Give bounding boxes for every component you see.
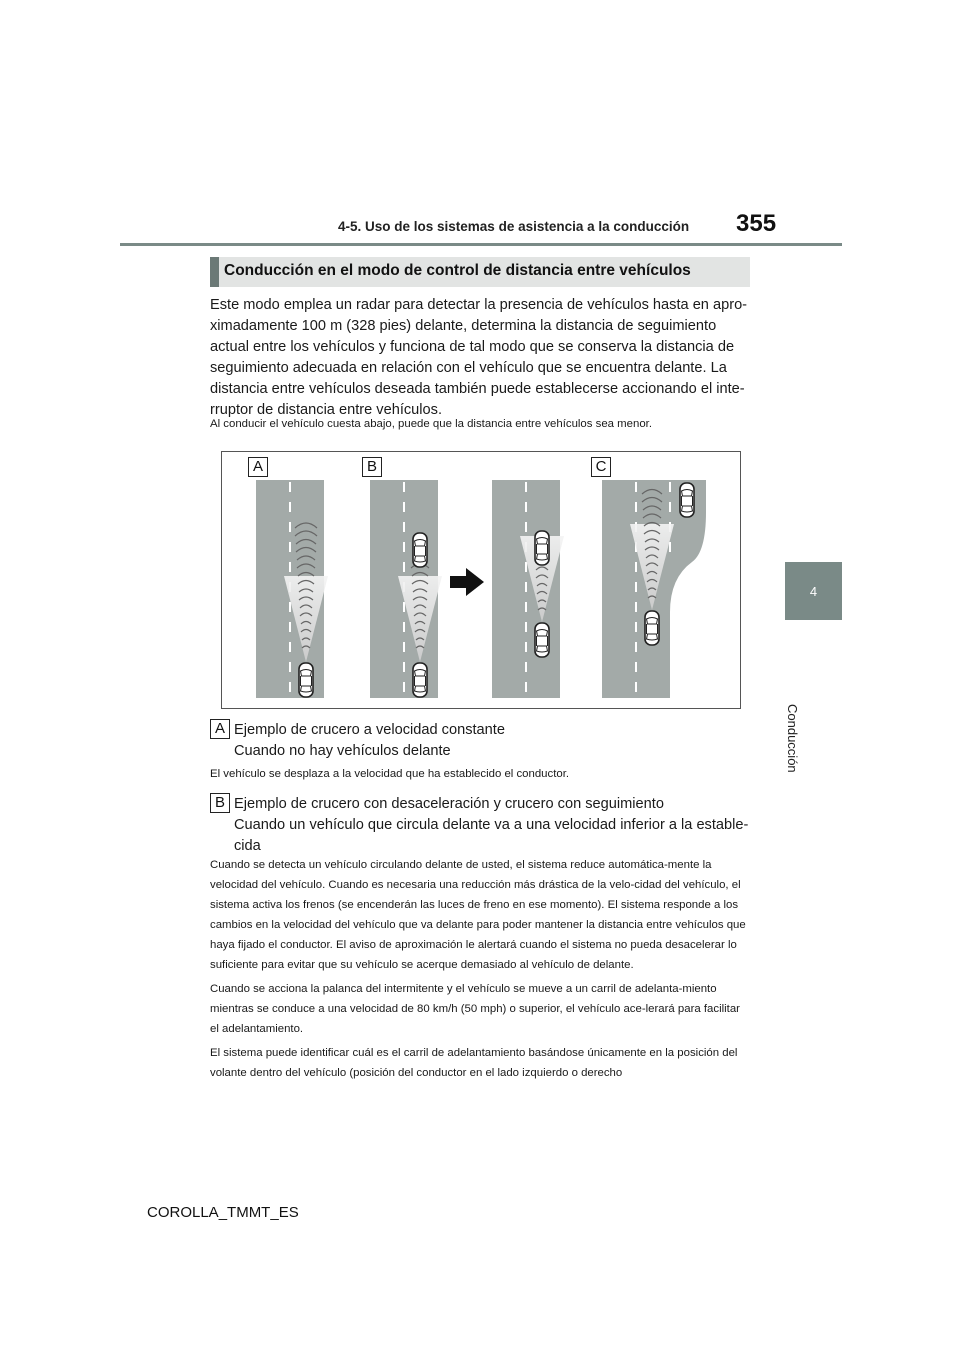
chapter-tab (785, 562, 842, 620)
other-car-c (680, 483, 694, 517)
section-title: 4-5. Uso de los sistemas de asistencia a la conducción (338, 219, 690, 234)
lead-car-b2 (535, 531, 549, 565)
section-b-notes (210, 855, 750, 1087)
section-a-note: El vehículo se desplaza a la velocidad que ha establecido el conductor. (210, 768, 570, 780)
section-a-label: A (210, 719, 230, 739)
page-number: 355 (736, 210, 777, 237)
radar-diagram-svg (222, 452, 740, 708)
section-b-note-3: El sistema puede identificar cuál es el carril de adelantamiento basándose únicamente en la posición del volante dentro del vehículo (posición del conductor en el lado izquierdo o derecho (210, 1047, 738, 1079)
own-car-b2 (535, 623, 549, 657)
own-car-b1 (413, 663, 427, 697)
header-rule (120, 243, 842, 246)
section-a-title: Ejemplo de crucero a velocidad constante (234, 722, 505, 738)
own-car-a (299, 663, 313, 697)
section-b-title: Ejemplo de crucero con desaceleración y crucero con seguimiento (234, 796, 664, 812)
own-car-c (645, 611, 659, 645)
section-b-label: B (210, 793, 230, 813)
section-a-subtitle: Cuando no hay vehículos delante (234, 743, 451, 759)
section-b-subtitle: Cuando un vehículo que circula delante va a una velocidad inferior a la estable-cida (234, 817, 749, 854)
transition-arrow-icon (450, 568, 484, 596)
radar-diagram (221, 451, 741, 709)
downhill-note: Al conducir el vehículo cuesta abajo, puede que la distancia entre vehículos sea menor. (210, 418, 652, 430)
lead-car-b1 (413, 533, 427, 567)
figure-label-a: A (248, 457, 268, 477)
intro-paragraph: Este modo emplea un radar para detectar la presencia de vehículos hasta en apro-ximadamente 100 m (328 pies) delante, determina la distancia de seguimiento actual entre los vehículos y funciona de tal modo que se conserva la distancia de seguimiento adecuada en relación con el vehículo que se encuentra delante. La distancia entre vehículos deseada también puede establecerse accionando el inte-rruptor de distancia entre vehículos. (210, 297, 748, 418)
figure-label-b: B (362, 457, 382, 477)
section-b-note-2: Cuando se acciona la palanca del intermitente y el vehículo se mueve a un carril de adelanta-miento mientras se conduce a una velocidad de 80 km/h (50 mph) o superior, el vehículo ace-lerará para facilitar el adelantamiento. (210, 983, 740, 1035)
chapter-number: 4 (809, 583, 818, 599)
chapter-label: Conducción (785, 704, 800, 773)
figure-label-c: C (591, 457, 611, 477)
section-b-note-1: Cuando se detecta un vehículo circulando delante de usted, el sistema reduce automática-mente la velocidad del vehículo. Cuando es necesaria una reducción más drástica de la velo-cidad del vehículo, el sistema activa los frenos (se encenderán las luces de freno en ese momento). El sistema responde a los cambios en la velocidad del vehículo que va delante para poder mantener la distancia entre vehículos que haya fijado el conductor. El aviso de aproximación le alertará cuando el sistema no pueda desacelerar lo suficiente para evitar que su vehículo se acerque demasiado al vehículo de delante. (210, 859, 746, 971)
section-heading: Conducción en el modo de control de distancia entre vehículos (224, 262, 691, 279)
footer-code: COROLLA_TMMT_ES (147, 1204, 299, 1221)
